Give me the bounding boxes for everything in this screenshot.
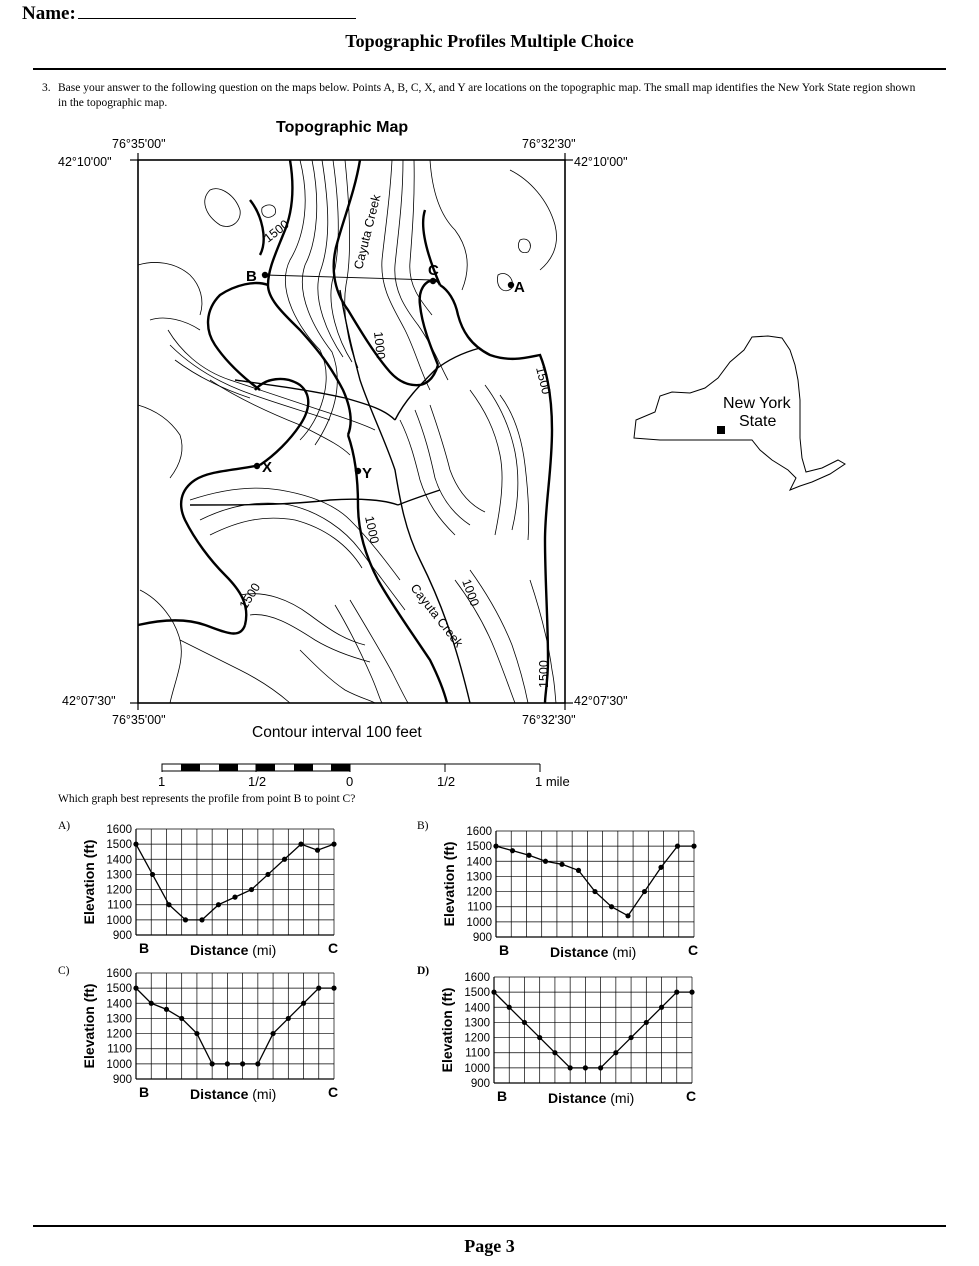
ytick-label: 1200: [106, 884, 132, 897]
ylabel: Elevation (ft): [441, 841, 457, 927]
profile-point: [301, 1001, 306, 1006]
bottom-divider: [33, 1225, 946, 1227]
profile-point: [583, 1065, 588, 1070]
profile-point: [149, 1001, 154, 1006]
ytick-label: 1000: [466, 916, 492, 929]
profile-point: [491, 990, 496, 995]
profile-point: [522, 1020, 527, 1025]
ytick-label: 1300: [466, 871, 492, 884]
profile-point: [625, 913, 630, 918]
profile-point: [675, 844, 680, 849]
profile-point: [286, 1016, 291, 1021]
question-prompt: Which graph best represents the profile from point B to point C?: [58, 793, 356, 805]
profile-point: [150, 872, 155, 877]
option-label-a[interactable]: A): [58, 820, 71, 832]
lon-bottom-right: 76°32'30": [522, 713, 576, 727]
profile-point: [249, 887, 254, 892]
profile-point: [493, 844, 498, 849]
ytick-label: 1100: [467, 901, 492, 914]
ytick-label: 900: [472, 932, 492, 944]
label-y: Y: [362, 465, 373, 482]
profile-point: [642, 889, 647, 894]
profile-point: [270, 1031, 275, 1036]
profile-graph-a: [81, 824, 338, 958]
profile-point: [613, 1050, 618, 1055]
ytick-label: 900: [470, 1078, 490, 1090]
profile-point: [133, 842, 138, 847]
profile-point: [576, 868, 581, 873]
ytick-label: 1100: [465, 1047, 490, 1060]
scale-label-mile: 1 mile: [535, 774, 570, 789]
label-x: X: [262, 459, 273, 476]
inset-label-1: New York: [723, 395, 791, 412]
ytick-label: 900: [112, 1074, 132, 1086]
xend-label: C: [688, 942, 699, 958]
label-c: C: [428, 262, 439, 279]
xend-label: C: [328, 1084, 339, 1100]
profile-line: [494, 992, 692, 1068]
profile-point: [507, 1005, 512, 1010]
ytick-label: 1000: [464, 1062, 490, 1075]
xend-label: C: [686, 1088, 697, 1104]
xstart-label: B: [499, 942, 510, 958]
label-b: B: [246, 268, 257, 285]
ytick-label: 1600: [106, 824, 132, 836]
question-number: 3.: [42, 82, 51, 94]
contour-label-1000-a: 1000: [371, 330, 388, 360]
ytick-label: 1300: [464, 1017, 490, 1030]
profile-point: [689, 990, 694, 995]
ytick-label: 900: [112, 930, 132, 942]
profile-point: [179, 1016, 184, 1021]
lat-top-right: 42°10'00": [574, 155, 628, 169]
profile-point: [537, 1035, 542, 1040]
ytick-label: 1400: [466, 856, 492, 869]
ytick-label: 1400: [106, 998, 132, 1011]
question-body: Base your answer to the following question on the maps below. Points A, B, C, X, and Y are locations on the topographic map. The small map identifies the New York State region shown in the topographic map.: [58, 82, 916, 109]
profile-line: [136, 988, 334, 1064]
option-label-b[interactable]: B): [417, 820, 429, 832]
contour-interval: Contour interval 100 feet: [252, 724, 422, 741]
profile-point: [166, 902, 171, 907]
contour-label-1000-b: 1000: [362, 514, 382, 545]
page-title: Topographic Profiles Multiple Choice: [345, 31, 634, 51]
ylabel: Elevation (ft): [81, 839, 97, 925]
ytick-label: 1200: [466, 886, 492, 899]
ytick-label: 1500: [106, 839, 132, 852]
ytick-label: 1100: [107, 1043, 132, 1056]
ytick-label: 1100: [107, 899, 132, 912]
contour-label-1500-b: 1500: [533, 365, 554, 396]
option-label-d[interactable]: D): [417, 965, 430, 977]
ytick-label: 1400: [106, 854, 132, 867]
inset-label-2: State: [739, 413, 777, 430]
scale-label-1: 1: [158, 774, 166, 789]
lon-top-left: 76°35'00": [112, 137, 166, 151]
profile-point: [568, 1065, 573, 1070]
ytick-label: 1200: [464, 1032, 490, 1045]
ytick-label: 1500: [464, 987, 490, 1000]
contour-label-1500-c: 1500: [236, 580, 264, 612]
profile-point: [298, 842, 303, 847]
profile-point: [644, 1020, 649, 1025]
profile-point: [598, 1065, 603, 1070]
profile-point: [552, 1050, 557, 1055]
profile-point: [658, 865, 663, 870]
lat-bottom-right: 42°07'30": [574, 694, 628, 708]
lat-bottom-left: 42°07'30": [62, 694, 116, 708]
scale-label-half-left: 1/2: [248, 774, 267, 789]
ytick-label: 1500: [106, 983, 132, 996]
xstart-label: B: [139, 1084, 150, 1100]
ytick-label: 1000: [106, 1058, 132, 1071]
xend-label: C: [328, 940, 339, 956]
profile-point: [659, 1005, 664, 1010]
profile-point: [194, 1031, 199, 1036]
ytick-label: 1300: [106, 869, 132, 882]
profile-point: [559, 862, 564, 867]
ylabel: Elevation (ft): [439, 987, 455, 1073]
page-number: Page 3: [464, 1236, 515, 1256]
ytick-label: 1300: [106, 1013, 132, 1026]
profile-point: [316, 986, 321, 991]
profile-line: [136, 844, 334, 920]
profile-point: [592, 889, 597, 894]
xstart-label: B: [497, 1088, 508, 1104]
profile-point: [674, 990, 679, 995]
ytick-label: 1600: [106, 968, 132, 980]
profile-point: [331, 986, 336, 991]
xlabel: Distance (mi): [190, 942, 277, 958]
option-label-c[interactable]: C): [58, 965, 70, 977]
map-title: Topographic Map: [276, 119, 409, 136]
lon-bottom-left: 76°35'00": [112, 713, 166, 727]
profile-point: [232, 895, 237, 900]
creek-label-top: Cayuta Creek: [351, 193, 384, 271]
profile-point: [199, 917, 204, 922]
name-label: Name:: [22, 3, 76, 24]
profile-point: [609, 904, 614, 909]
profile-graph-c: [81, 968, 338, 1102]
contour-label-1500-d: 1500: [537, 660, 551, 688]
profile-point: [691, 844, 696, 849]
profile-point: [183, 917, 188, 922]
ytick-label: 1500: [466, 841, 492, 854]
xlabel: Distance (mi): [548, 1090, 635, 1106]
label-a: A: [514, 279, 525, 296]
profile-point: [628, 1035, 633, 1040]
contour-label-1500-a: 1500: [261, 217, 292, 246]
scale-label-0: 0: [346, 774, 354, 789]
profile-point: [216, 902, 221, 907]
profile-graph-d: [439, 972, 696, 1106]
ytick-label: 1000: [106, 914, 132, 927]
creek-label-bottom: Cayuta Creek: [407, 581, 466, 651]
profile-graph-b: [441, 826, 698, 960]
xstart-label: B: [139, 940, 150, 956]
profile-point: [526, 853, 531, 858]
ytick-label: 1200: [106, 1028, 132, 1041]
ytick-label: 1400: [464, 1002, 490, 1015]
profile-point: [331, 842, 336, 847]
profile-point: [282, 857, 287, 862]
profile-point: [255, 1061, 260, 1066]
scale-label-half-right: 1/2: [437, 774, 456, 789]
lat-top-left: 42°10'00": [58, 155, 112, 169]
lon-top-right: 76°32'30": [522, 137, 576, 151]
ylabel: Elevation (ft): [81, 983, 97, 1069]
profile-point: [133, 986, 138, 991]
profile-point: [164, 1007, 169, 1012]
ytick-label: 1600: [464, 972, 490, 984]
profile-point: [510, 848, 515, 853]
profile-point: [265, 872, 270, 877]
profile-line: [496, 846, 694, 916]
profile-point: [225, 1061, 230, 1066]
xlabel: Distance (mi): [550, 944, 637, 960]
ytick-label: 1600: [466, 826, 492, 838]
profile-point: [240, 1061, 245, 1066]
profile-point: [315, 848, 320, 853]
contour-label-1000-c: 1000: [459, 577, 482, 609]
profile-point: [210, 1061, 215, 1066]
xlabel: Distance (mi): [190, 1086, 277, 1102]
profile-point: [543, 859, 548, 864]
